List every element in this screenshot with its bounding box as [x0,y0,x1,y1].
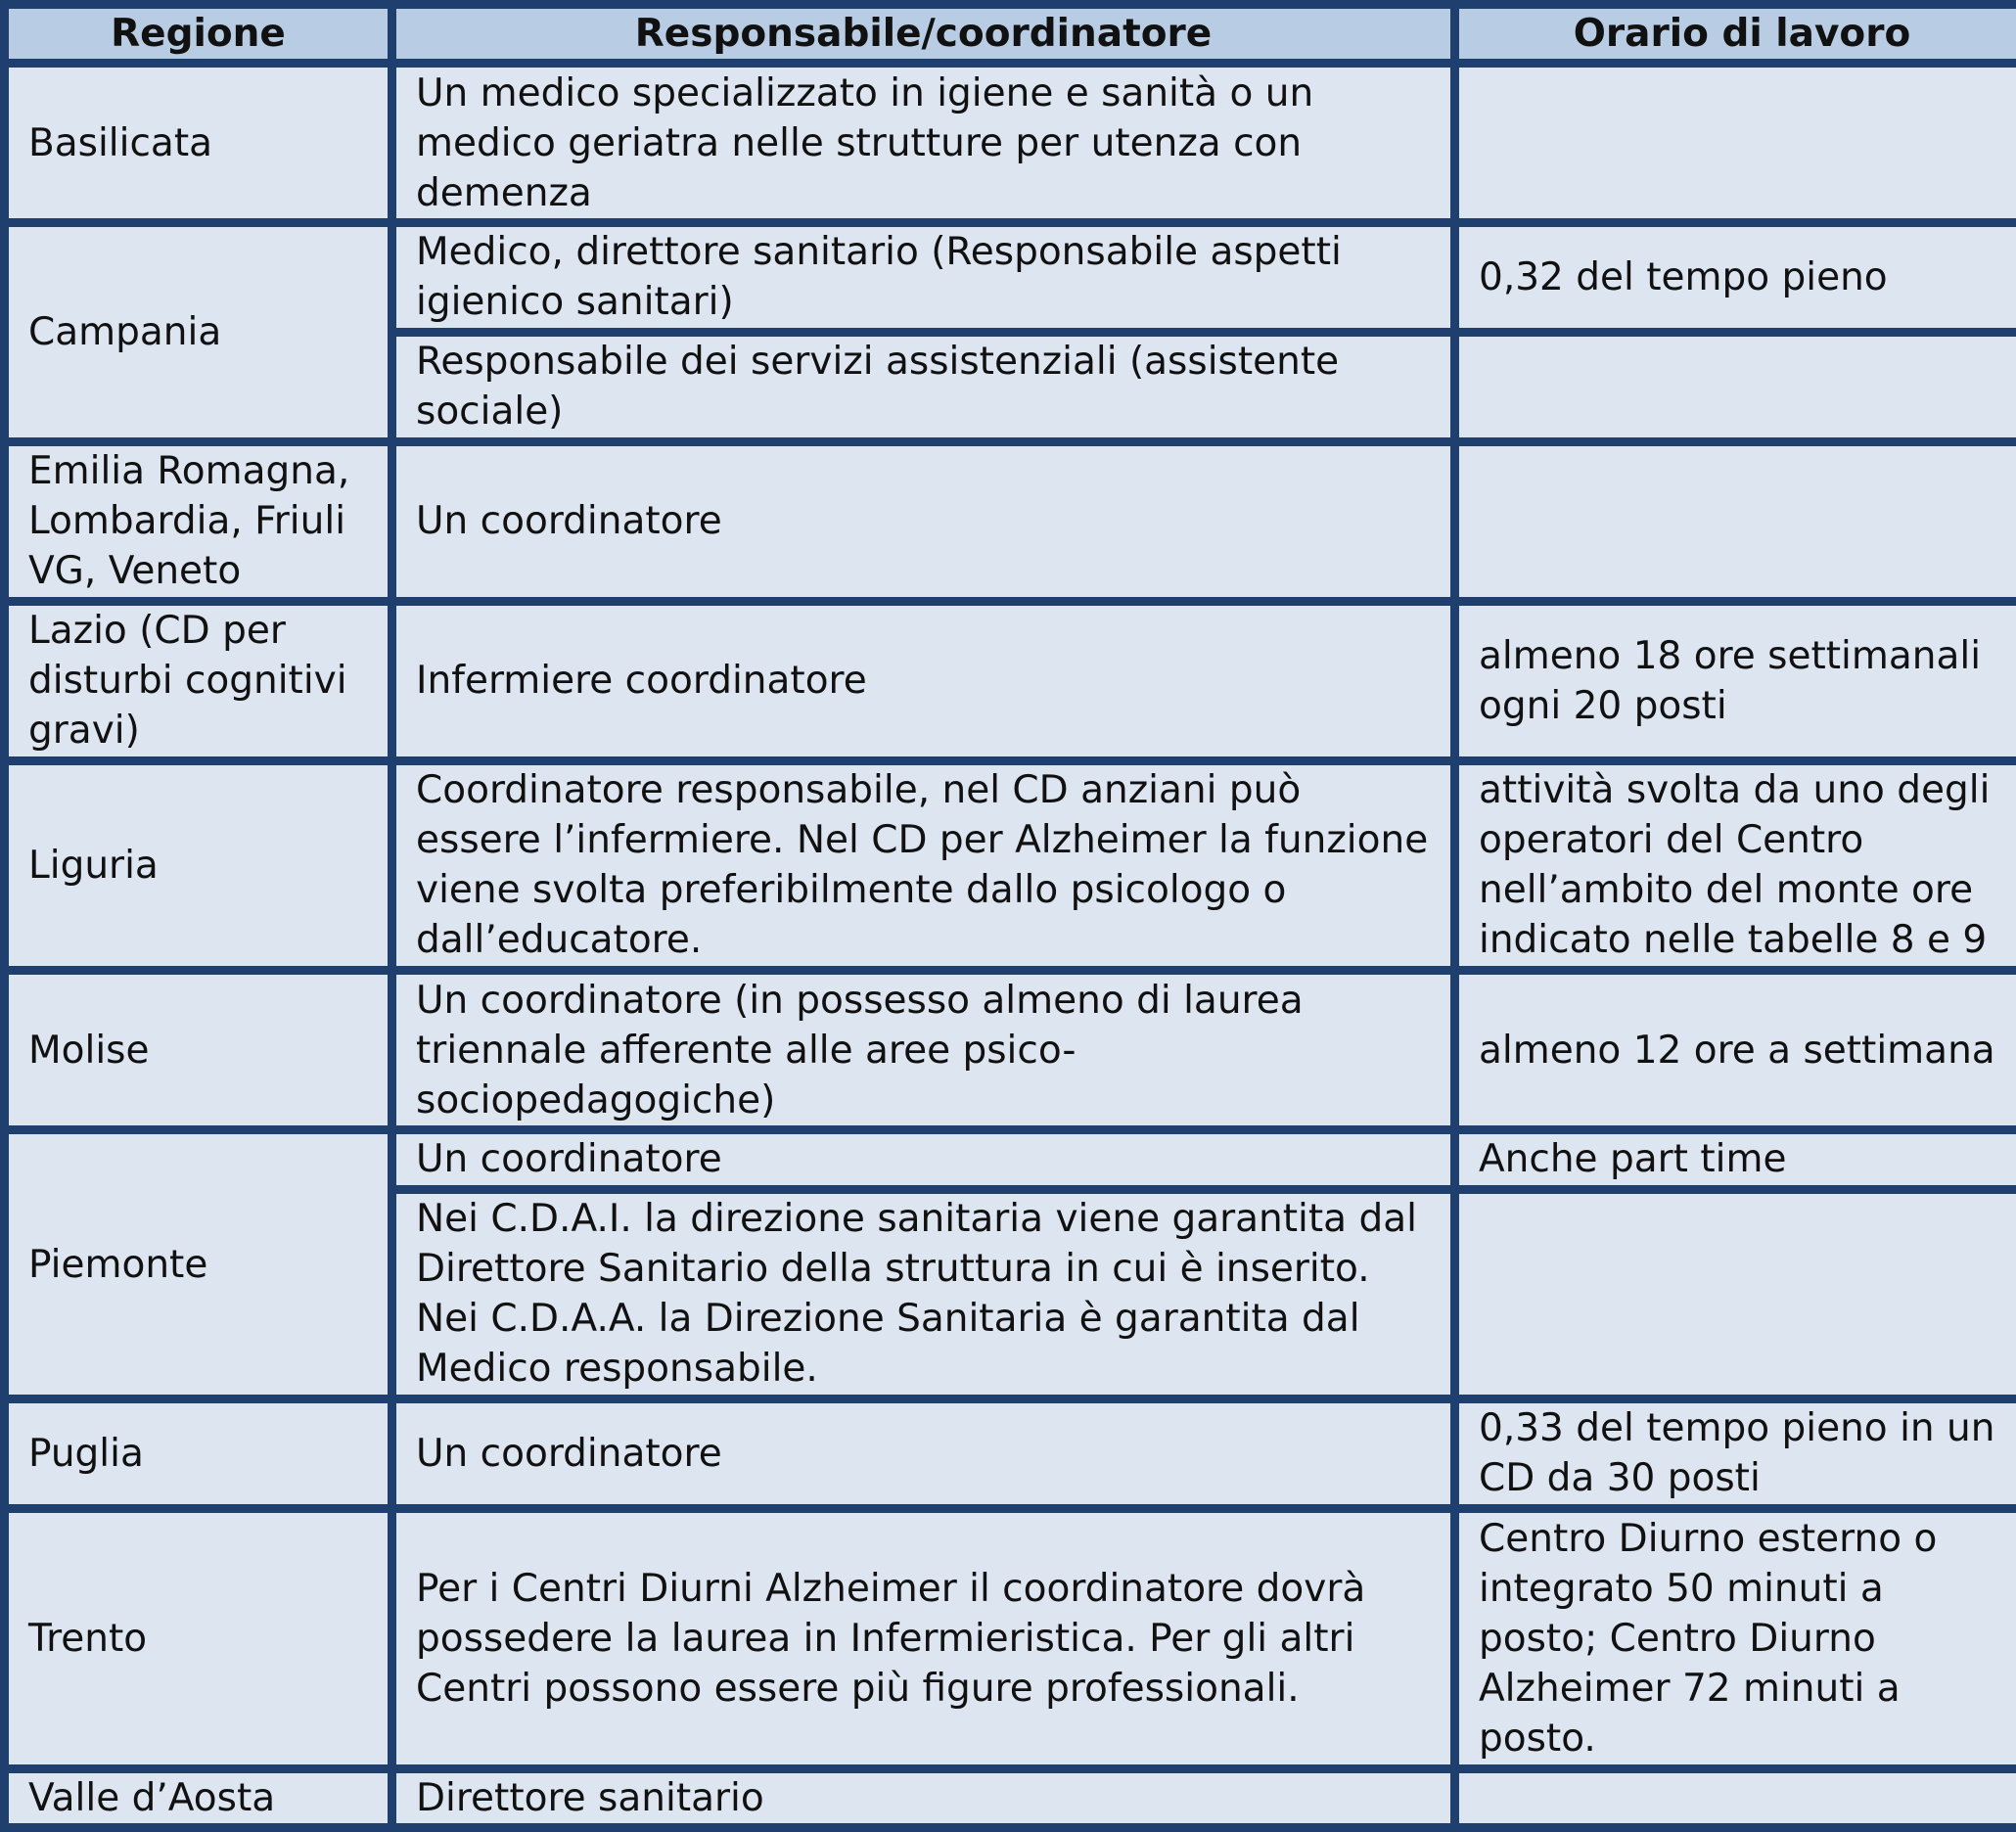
table-row [9,975,2016,1125]
hours-cell: attività svolta da uno degli operatori del Centro nell’ambito del monte ore indicato nelle tabelle 8 e 9 [1459,765,2016,966]
region-cell: Basilicata [9,68,388,218]
hours-cell: almeno 18 ore settimanali ogni 20 posti [1459,606,2016,756]
table-row [9,68,2016,218]
table-row [9,606,2016,756]
responsible-cell: Un coordinatore (in possesso almeno di laurea triennale afferente alle aree psico-sociopedagogiche) [396,975,1450,1125]
responsible-cell: Infermiere coordinatore [396,606,1450,756]
table-row [9,1513,2016,1764]
responsible-cell: Un coordinatore [396,446,1450,597]
hours-cell [1459,1194,2016,1395]
region-cell: Campania [9,227,388,436]
table-row [9,1134,2016,1184]
hours-cell: Anche part time [1459,1134,2016,1184]
header-hours: Orario di lavoro [1459,9,2016,59]
region-cell: Valle d’Aosta [9,1773,388,1823]
hours-cell [1459,446,2016,597]
responsible-cell: Un medico specializzato in igiene e sanità o un medico geriatra nelle strutture per utenza con demenza [396,68,1450,218]
responsible-cell: Un coordinatore [396,1134,1450,1184]
responsible-cell: Responsabile dei servizi assistenziali (assistente sociale) [396,337,1450,437]
responsible-cell: Direttore sanitario [396,1773,1450,1823]
hours-cell [1459,1773,2016,1823]
responsible-cell: Coordinatore responsabile, nel CD anziani può essere l’infermiere. Nel CD per Alzheimer la funzione viene svolta preferibilmente dallo psicologo o dall’educatore. [396,765,1450,966]
hours-cell [1459,68,2016,218]
header-region: Regione [9,9,388,59]
table-row [9,1773,2016,1823]
header-row [9,9,2016,59]
responsible-cell: Medico, direttore sanitario (Responsabile aspetti igienico sanitari) [396,227,1450,328]
region-cell: Molise [9,975,388,1125]
region-cell: Puglia [9,1403,388,1504]
hours-cell [1459,337,2016,437]
region-cell: Lazio (CD per disturbi cognitivi gravi) [9,606,388,756]
table-body [9,68,2016,1823]
region-cell: Trento [9,1513,388,1764]
hours-cell: almeno 12 ore a settimana [1459,975,2016,1125]
region-cell: Piemonte [9,1134,388,1395]
table-row [9,227,2016,328]
region-cell: Liguria [9,765,388,966]
responsible-cell: Nei C.D.A.I. la direzione sanitaria viene garantita dal Direttore Sanitario della struttura in cui è inserito. Nei C.D.A.A. la Direzione Sanitaria è garantita dal Medico responsabile. [396,1194,1450,1395]
table-row [9,1403,2016,1504]
hours-cell: 0,32 del tempo pieno [1459,227,2016,328]
hours-cell: 0,33 del tempo pieno in un CD da 30 posti [1459,1403,2016,1504]
table-row [9,765,2016,966]
responsible-cell: Per i Centri Diurni Alzheimer il coordinatore dovrà possedere la laurea in Infermieristica. Per gli altri Centri possono essere più figure professionali. [396,1513,1450,1764]
hours-cell: Centro Diurno esterno o integrato 50 minuti a posto; Centro Diurno Alzheimer 72 minuti a posto. [1459,1513,2016,1764]
table-row [9,446,2016,597]
responsible-cell: Un coordinatore [396,1403,1450,1504]
region-cell: Emilia Romagna, Lombardia, Friuli VG, Veneto [9,446,388,597]
header-responsible: Responsabile/coordinatore [396,9,1450,59]
